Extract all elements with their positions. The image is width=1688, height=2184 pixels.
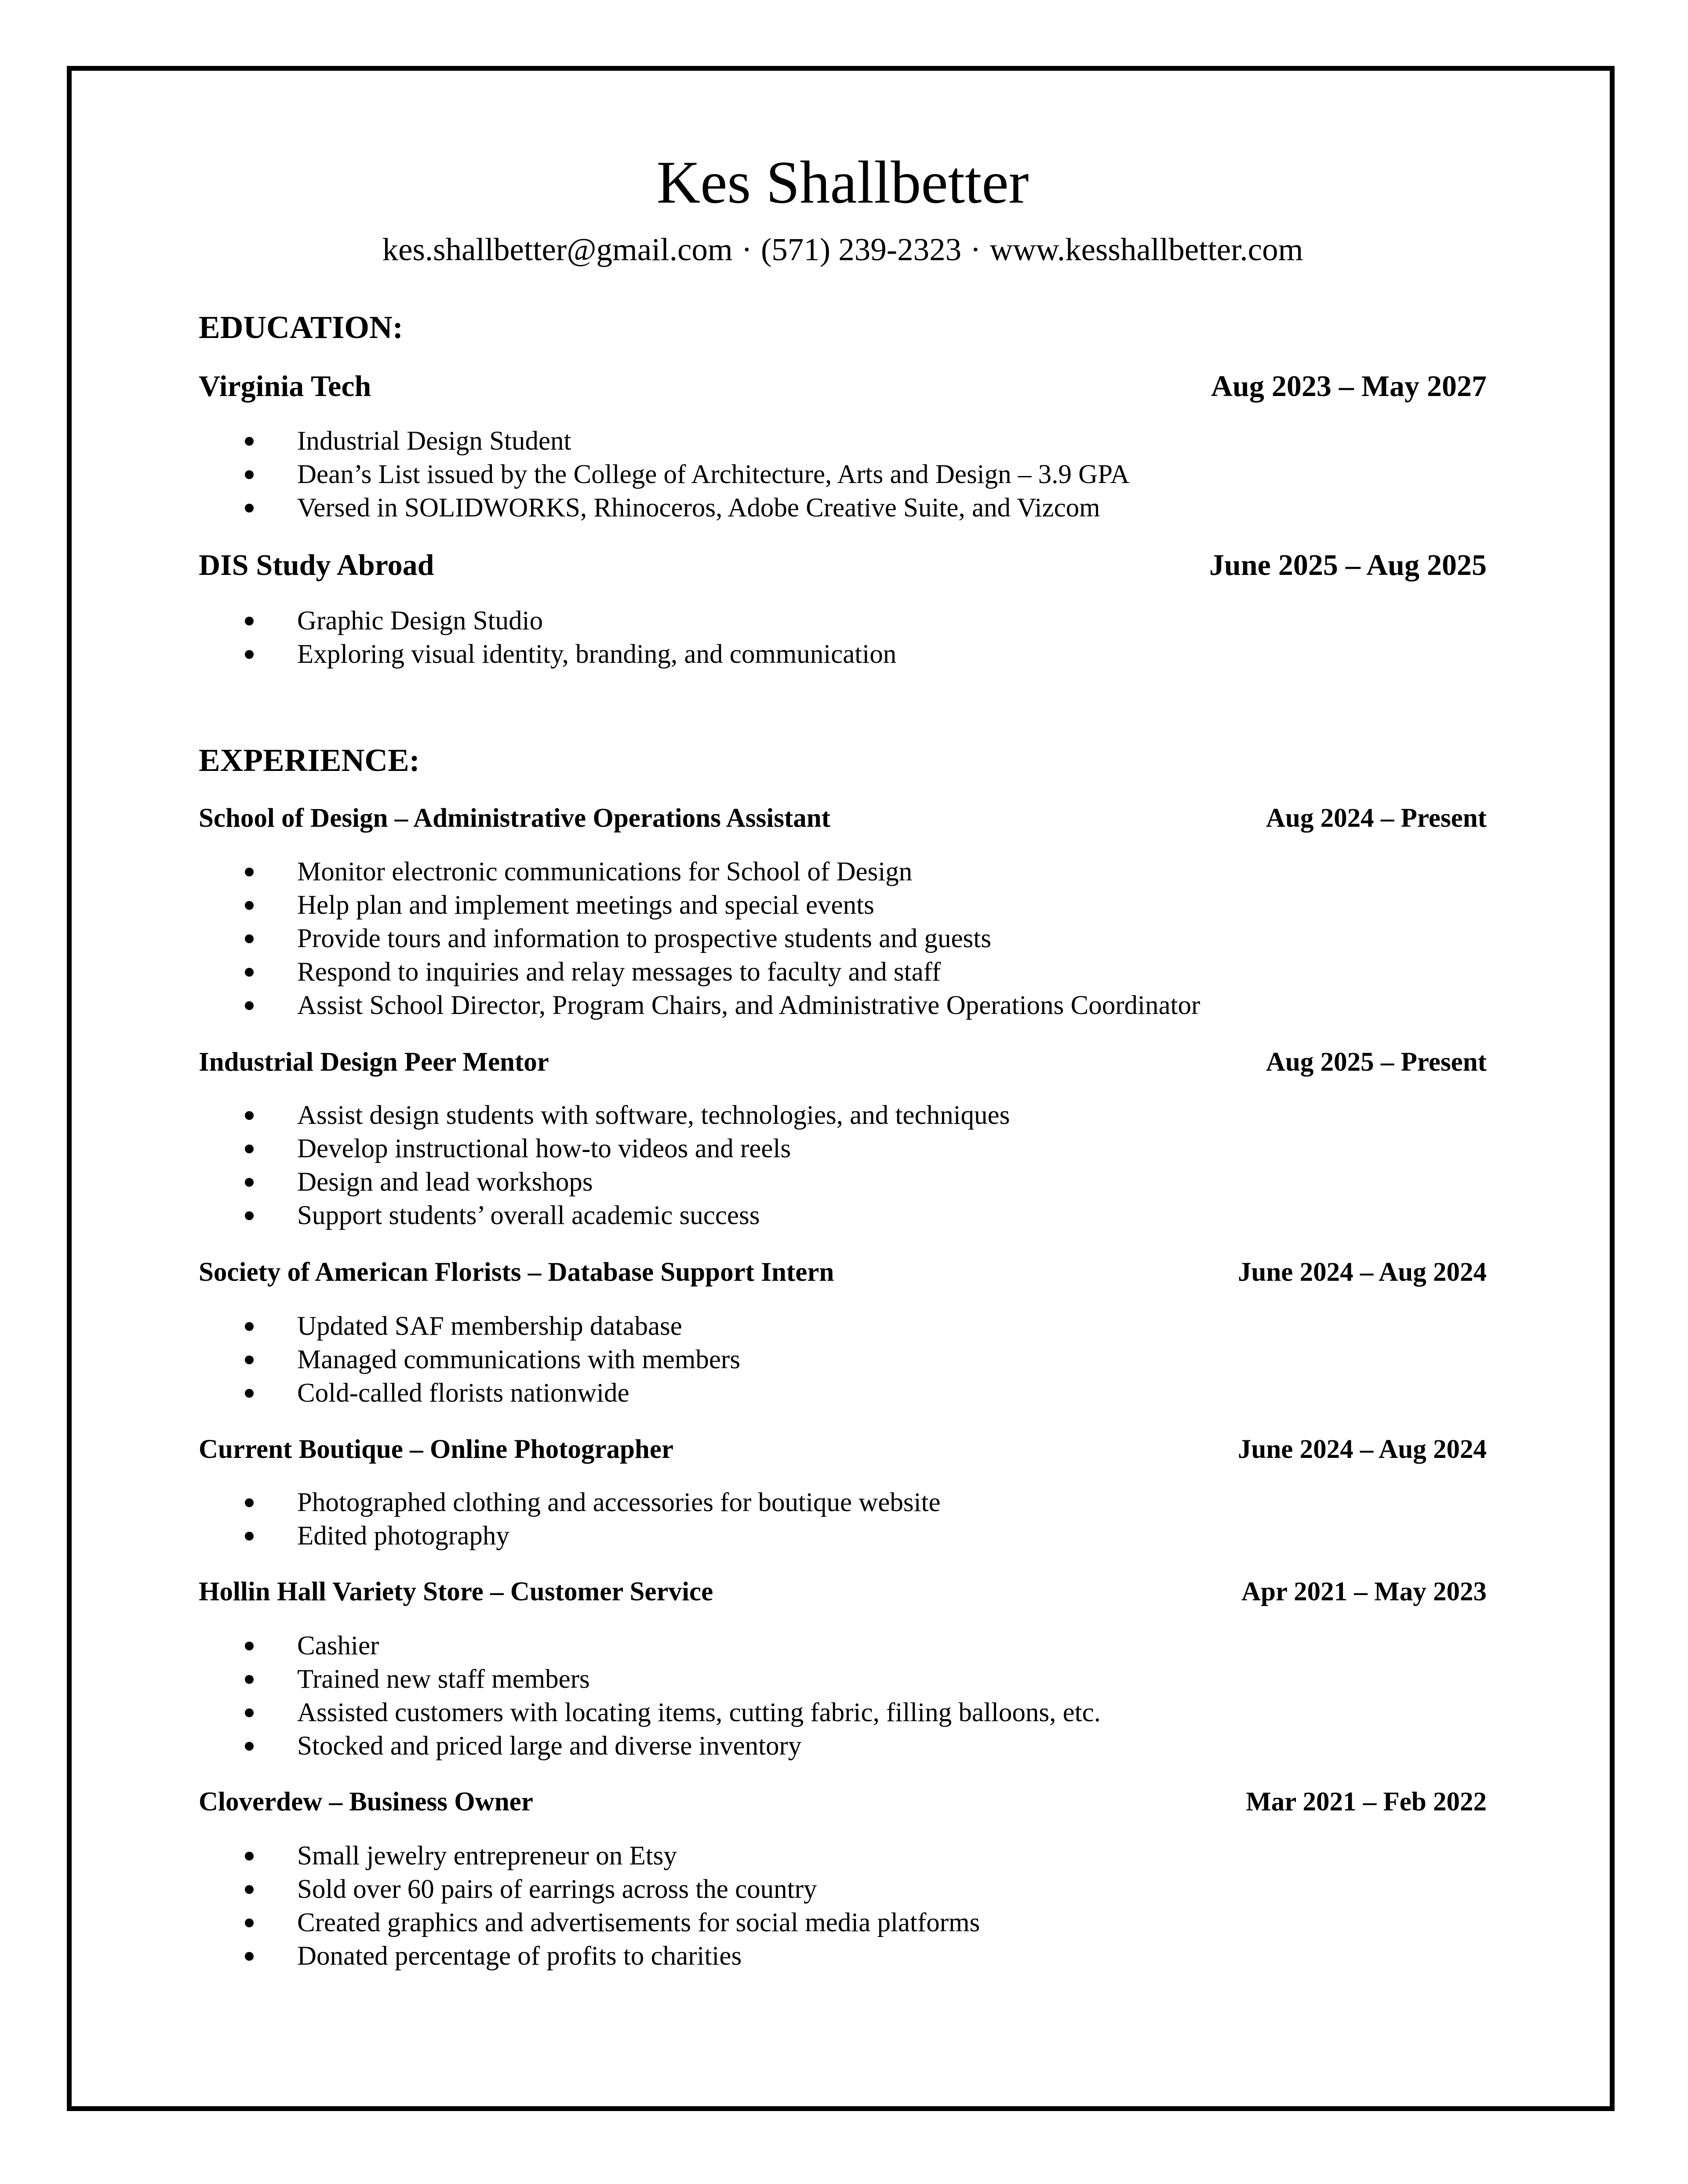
bullet-icon (245, 1111, 254, 1120)
list-item (199, 1199, 1487, 1232)
list-item (199, 1730, 1487, 1763)
entry-title: Society of American Florists – Database Support Intern (199, 1257, 834, 1287)
experience-entry (199, 1045, 1487, 1080)
education-entry (199, 368, 1487, 403)
bullet-text: Created graphics and advertisements for social media platforms (297, 1908, 980, 1937)
bullet-text: Assisted customers with locating items, cutting fabric, filling balloons, etc. (297, 1698, 1101, 1727)
bullet-list (199, 1099, 1487, 1232)
bullet-icon (245, 1211, 254, 1220)
bullet-text: Small jewelry entrepreneur on Etsy (297, 1841, 677, 1871)
experience-entry (199, 1574, 1487, 1610)
bullet-icon (245, 1145, 254, 1153)
bullet-text: Sold over 60 pairs of earrings across the country (297, 1875, 817, 1904)
bullet-text: Managed communications with members (297, 1345, 740, 1374)
bullet-icon (245, 1322, 254, 1331)
bullet-text: Stocked and priced large and diverse inventory (297, 1731, 802, 1761)
entry-title: Hollin Hall Variety Store – Customer Service (199, 1577, 713, 1606)
bullet-icon (245, 934, 254, 943)
entry-dates: Aug 2023 – May 2027 (1211, 369, 1487, 403)
bullet-text: Dean’s List issued by the College of Architecture, Arts and Design – 3.9 GPA (297, 460, 1130, 489)
list-item (199, 1343, 1487, 1377)
list-item (199, 1629, 1487, 1663)
bullet-text: Exploring visual identity, branding, and communication (297, 640, 897, 669)
entry-dates: June 2025 – Aug 2025 (1209, 548, 1487, 581)
email-link[interactable]: kes.shallbetter@gmail.com (382, 232, 733, 267)
bullet-list (199, 1486, 1487, 1553)
experience-entry (199, 801, 1487, 836)
bullet-icon (245, 1355, 254, 1364)
bullet-text: Develop instructional how-to videos and reels (297, 1134, 791, 1163)
list-item (199, 889, 1487, 922)
list-item (199, 1839, 1487, 1873)
contact-line (199, 229, 1487, 271)
bullet-icon (245, 868, 254, 876)
bullet-text: Photographed clothing and accessories for boutique website (297, 1488, 941, 1517)
experience-entry (199, 1432, 1487, 1467)
education-heading: EDUCATION: (199, 309, 404, 345)
bullet-icon (245, 470, 254, 479)
experience-heading: EXPERIENCE: (199, 742, 420, 778)
list-item (199, 425, 1487, 458)
bullet-list (199, 855, 1487, 1022)
bullet-icon (245, 1675, 254, 1684)
list-item (199, 922, 1487, 956)
list-item (199, 1873, 1487, 1906)
list-item (199, 1377, 1487, 1410)
entry-title: DIS Study Abroad (199, 548, 434, 581)
bullet-icon (245, 901, 254, 910)
bullet-icon (245, 1919, 254, 1927)
bullet-text: Assist School Director, Program Chairs, and Administrative Operations Coordinator (297, 991, 1201, 1020)
bullet-text: Cashier (297, 1631, 379, 1661)
bullet-icon (245, 968, 254, 977)
bullet-icon (245, 1001, 254, 1010)
bullet-text: Assist design students with software, technologies, and techniques (297, 1101, 1010, 1130)
experience-entry (199, 1784, 1487, 1820)
experience-entry (199, 1255, 1487, 1290)
list-item (199, 1486, 1487, 1519)
list-item (199, 1310, 1487, 1343)
bullet-text: Trained new staff members (297, 1664, 590, 1694)
bullet-text: Versed in SOLIDWORKS, Rhinoceros, Adobe Creative Suite, and Vizcom (297, 493, 1100, 523)
bullet-text: Design and lead workshops (297, 1167, 593, 1197)
bullet-icon (245, 1742, 254, 1751)
bullet-text: Updated SAF membership database (297, 1312, 682, 1341)
list-item (199, 491, 1487, 525)
list-item (199, 1906, 1487, 1940)
entry-title: Industrial Design Peer Mentor (199, 1047, 549, 1077)
list-item (199, 1166, 1487, 1199)
contact-separator: · (970, 232, 981, 267)
bullet-icon (245, 1532, 254, 1541)
list-item (199, 1132, 1487, 1166)
entry-dates: Apr 2021 – May 2023 (1241, 1577, 1487, 1606)
entry-dates: Aug 2025 – Present (1266, 1047, 1487, 1077)
bullet-icon (245, 437, 254, 446)
entry-dates: June 2024 – Aug 2024 (1237, 1435, 1487, 1464)
bullet-text: Support students’ overall academic success (297, 1201, 760, 1230)
bullet-icon (245, 1178, 254, 1187)
list-item (199, 956, 1487, 989)
bullet-icon (245, 1498, 254, 1507)
bullet-list (199, 1839, 1487, 1973)
bullet-icon (245, 1642, 254, 1650)
website-link[interactable]: www.kesshallbetter.com (990, 232, 1303, 267)
bullet-text: Edited photography (297, 1521, 509, 1551)
entry-dates: June 2024 – Aug 2024 (1237, 1257, 1487, 1287)
entry-title: Cloverdew – Business Owner (199, 1787, 533, 1817)
list-item (199, 855, 1487, 889)
bullet-icon (245, 650, 254, 659)
bullet-text: Donated percentage of profits to charities (297, 1941, 742, 1971)
list-item (199, 604, 1487, 638)
bullet-icon (245, 1708, 254, 1717)
bullet-icon (245, 1389, 254, 1398)
bullet-list (199, 1629, 1487, 1763)
entry-title: School of Design – Administrative Operations Assistant (199, 803, 830, 833)
contact-separator: · (741, 232, 752, 267)
bullet-text: Cold-called florists nationwide (297, 1378, 629, 1408)
education-entry (199, 547, 1487, 582)
list-item (199, 1696, 1487, 1730)
bullet-list (199, 1310, 1487, 1410)
list-item (199, 989, 1487, 1022)
bullet-text: Help plan and implement meetings and special events (297, 890, 874, 920)
bullet-text: Provide tours and information to prospective students and guests (297, 924, 991, 953)
bullet-icon (245, 504, 254, 512)
list-item (199, 1519, 1487, 1553)
bullet-icon (245, 617, 254, 625)
entry-dates: Mar 2021 – Feb 2022 (1246, 1787, 1487, 1817)
resume-name: Kes Shallbetter (656, 149, 1029, 216)
list-item (199, 1663, 1487, 1696)
bullet-text: Industrial Design Student (297, 426, 571, 456)
bullet-list (199, 425, 1487, 525)
entry-title: Current Boutique – Online Photographer (199, 1435, 673, 1464)
bullet-text: Respond to inquiries and relay messages to faculty and staff (297, 957, 941, 987)
entry-dates: Aug 2024 – Present (1266, 803, 1487, 833)
phone-number[interactable]: (571) 239-2323 (760, 232, 962, 267)
bullet-text: Monitor electronic communications for School of Design (297, 857, 913, 887)
bullet-list (199, 604, 1487, 671)
bullet-icon (245, 1885, 254, 1894)
list-item (199, 1940, 1487, 1973)
list-item (199, 1099, 1487, 1132)
entry-title: Virginia Tech (199, 369, 371, 403)
bullet-icon (245, 1952, 254, 1961)
bullet-icon (245, 1852, 254, 1861)
list-item (199, 458, 1487, 491)
list-item (199, 638, 1487, 671)
bullet-text: Graphic Design Studio (297, 606, 543, 636)
